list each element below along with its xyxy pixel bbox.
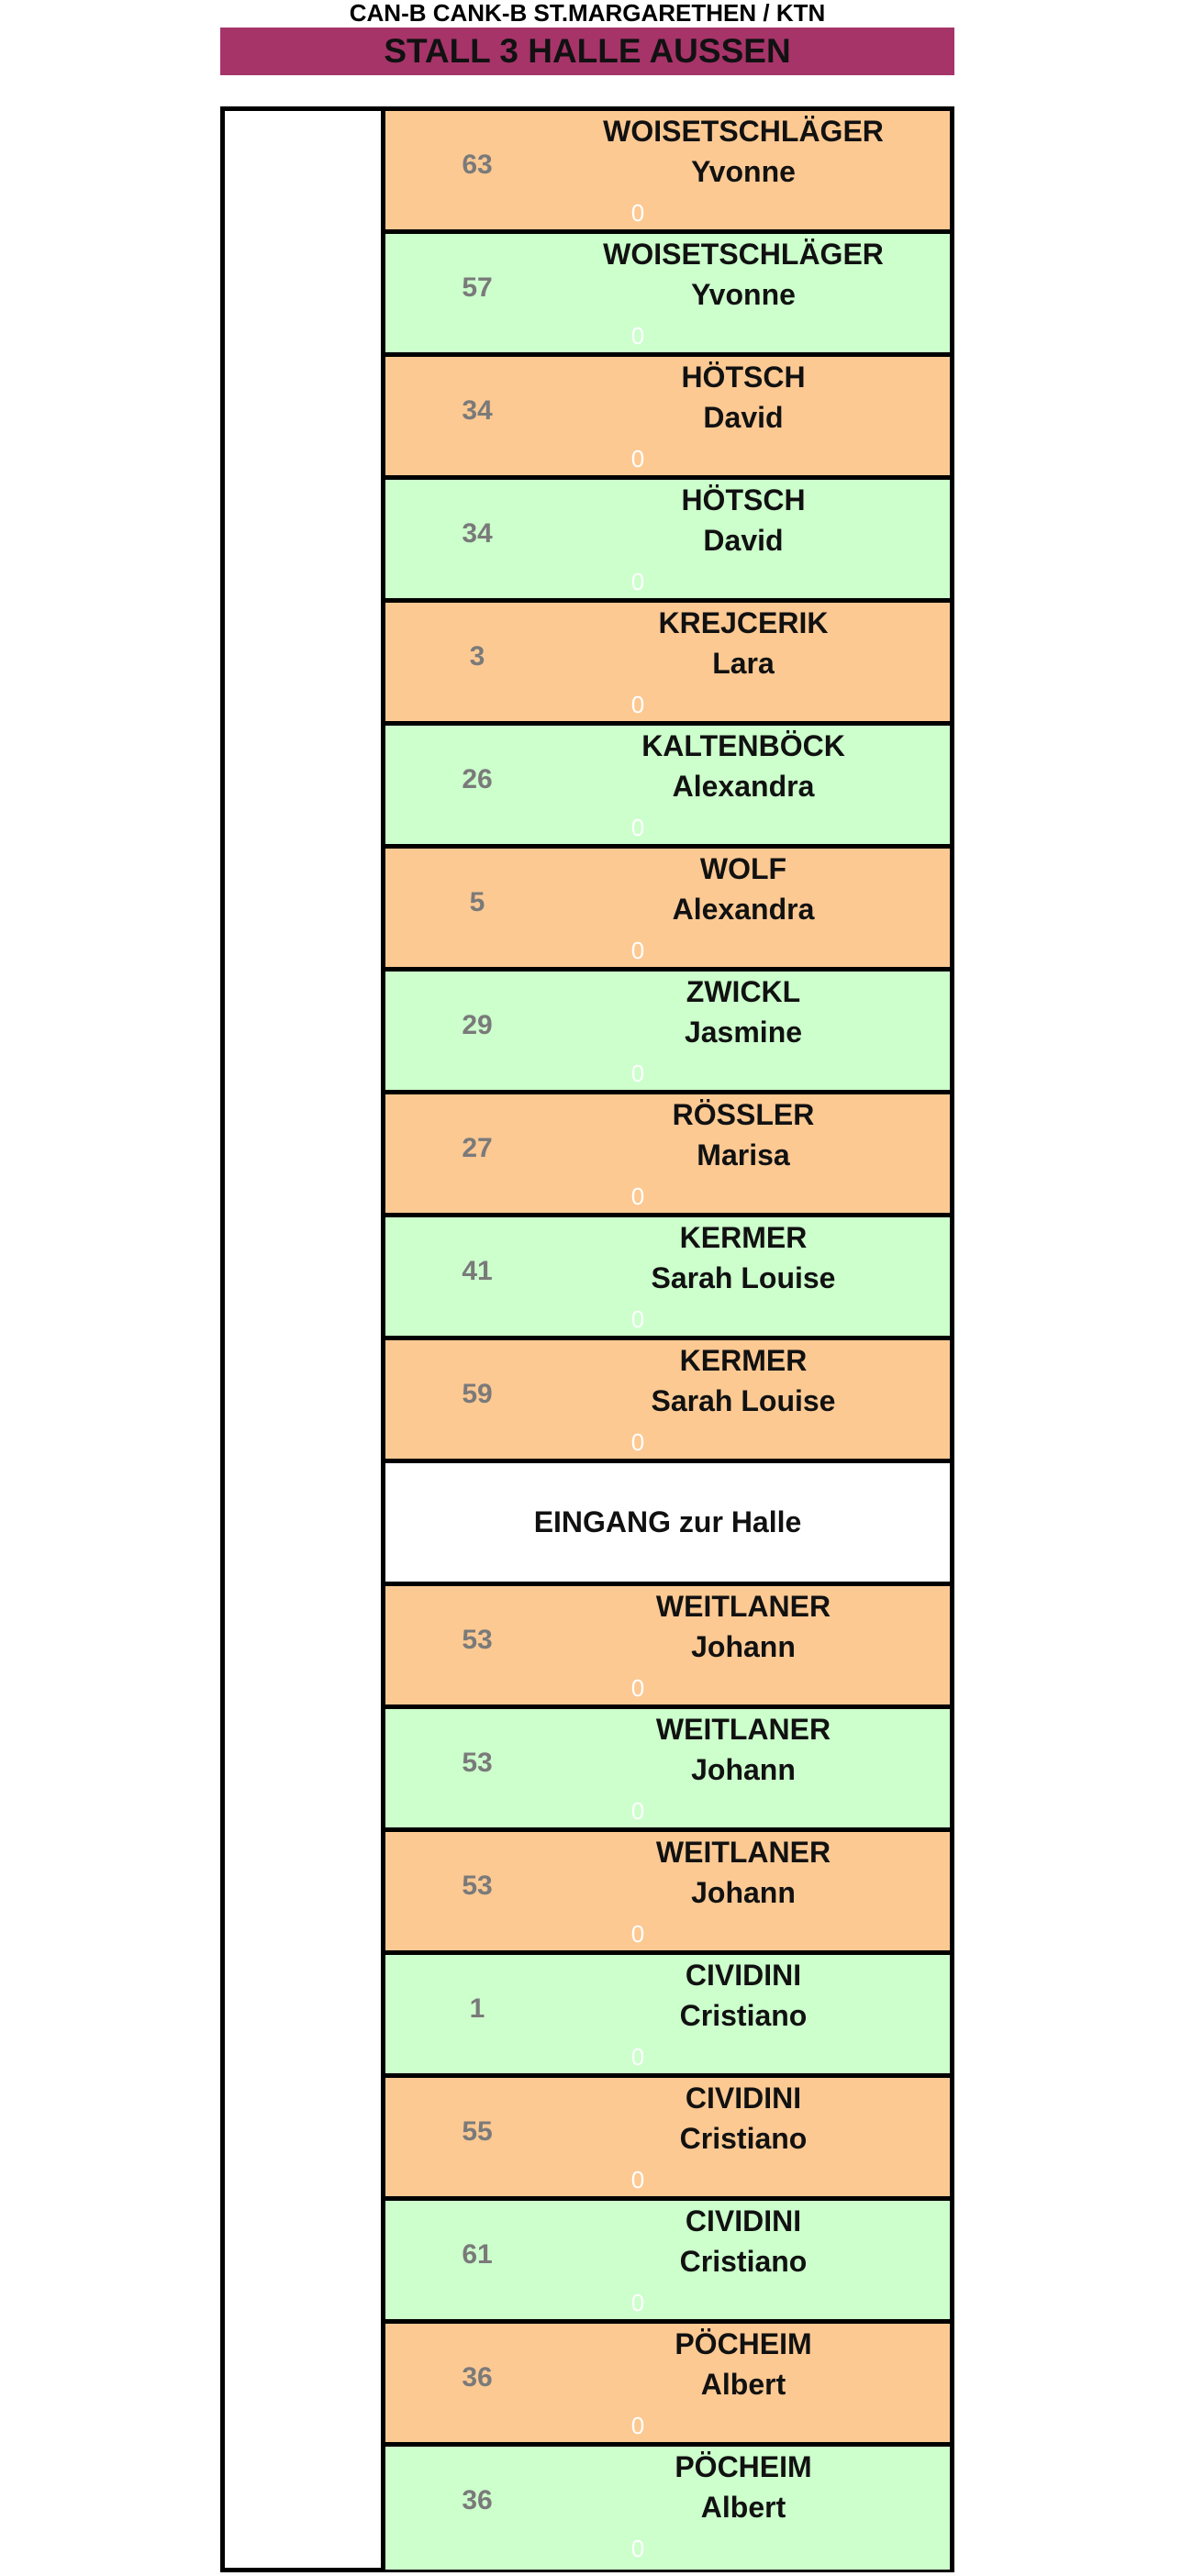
- box-extra-value: 0: [630, 2412, 645, 2439]
- owner-lastname: WEITLANER: [655, 1590, 831, 1623]
- owner-firstname: Cristiano: [679, 2122, 808, 2155]
- box-number: 29: [462, 1010, 493, 1040]
- owner-lastname: KERMER: [679, 1344, 808, 1377]
- owner-lastname: ZWICKL: [686, 975, 801, 1008]
- box-extra-value: 0: [630, 1060, 645, 1087]
- box-number: 57: [462, 272, 493, 303]
- stall-box: [385, 2447, 950, 2570]
- box-number: 36: [462, 2485, 493, 2515]
- owner-firstname: Yvonne: [691, 155, 796, 188]
- stall-box: [385, 1955, 950, 2078]
- box-extra-value: 0: [630, 691, 645, 718]
- box-extra-value: 0: [630, 1674, 645, 1702]
- event-title: CAN-B CANK-B ST.MARGARETHEN / KTN: [349, 0, 826, 27]
- owner-firstname: Jasmine: [684, 1016, 803, 1049]
- box-number: 34: [462, 518, 493, 549]
- stable-banner: STALL 3 HALLE AUSSEN: [220, 28, 954, 75]
- owner-lastname: CIVIDINI: [685, 2204, 802, 2237]
- box-extra-value: 0: [630, 1797, 645, 1825]
- box-number: 5: [469, 887, 485, 917]
- box-extra-value: 0: [630, 199, 645, 227]
- owner-firstname: Marisa: [697, 1138, 790, 1171]
- box-extra-value: 0: [630, 1305, 645, 1333]
- owner-lastname: WOISETSCHLÄGER: [603, 238, 884, 271]
- box-extra-value: 0: [630, 1428, 645, 1456]
- owner-firstname: Albert: [700, 2368, 786, 2401]
- stall-box: [385, 357, 950, 480]
- owner-lastname: WEITLANER: [655, 1713, 831, 1746]
- stall-box: [385, 726, 950, 849]
- box-extra-value: 0: [630, 2043, 645, 2071]
- owner-lastname: HÖTSCH: [681, 483, 806, 516]
- owner-lastname: WOISETSCHLÄGER: [603, 115, 884, 148]
- owner-firstname: Cristiano: [679, 2245, 808, 2278]
- owner-firstname: Johann: [691, 1876, 796, 1909]
- box-number: 53: [462, 1625, 493, 1655]
- stall-box: [385, 603, 950, 726]
- stall-box: [385, 1709, 950, 1832]
- stall-box: [385, 234, 950, 357]
- box-number: 34: [462, 395, 493, 426]
- box-extra-value: 0: [630, 1920, 645, 1948]
- owner-firstname: Yvonne: [691, 278, 796, 311]
- box-extra-value: 0: [630, 1183, 645, 1210]
- box-number: 53: [462, 1871, 493, 1901]
- box-number: 63: [462, 150, 493, 180]
- owner-firstname: Sarah Louise: [651, 1261, 836, 1294]
- owner-lastname: CIVIDINI: [685, 1959, 802, 1992]
- stall-box: [385, 2324, 950, 2447]
- box-extra-value: 0: [630, 937, 645, 964]
- box-extra-value: 0: [630, 2289, 645, 2316]
- aisle-column: [225, 111, 385, 2568]
- box-number: 59: [462, 1379, 493, 1409]
- box-column: [385, 111, 950, 2568]
- owner-lastname: WEITLANER: [655, 1836, 831, 1869]
- box-extra-value: 0: [630, 322, 645, 350]
- stall-box: [385, 1586, 950, 1709]
- owner-firstname: Albert: [700, 2491, 786, 2524]
- box-extra-value: 0: [630, 814, 645, 841]
- owner-firstname: Sarah Louise: [651, 1384, 836, 1417]
- owner-lastname: CIVIDINI: [685, 2082, 802, 2115]
- owner-firstname: Cristiano: [679, 1999, 808, 2032]
- box-extra-value: 0: [630, 2166, 645, 2193]
- owner-lastname: PÖCHEIM: [675, 2450, 812, 2483]
- owner-lastname: PÖCHEIM: [675, 2327, 812, 2360]
- box-number: 36: [462, 2362, 493, 2393]
- owner-lastname: KERMER: [679, 1221, 808, 1254]
- box-number: 55: [462, 2116, 493, 2147]
- owner-firstname: Lara: [712, 647, 775, 680]
- stable-plan: [220, 106, 954, 2572]
- box-number: 41: [462, 1256, 493, 1286]
- box-number: 61: [462, 2239, 493, 2270]
- box-extra-value: 0: [630, 445, 645, 472]
- owner-lastname: KREJCERIK: [658, 606, 829, 639]
- owner-firstname: Johann: [691, 1753, 796, 1786]
- owner-lastname: WOLF: [699, 852, 787, 885]
- owner-firstname: David: [703, 524, 784, 557]
- owner-firstname: Alexandra: [672, 893, 815, 926]
- stall-box: [385, 1340, 950, 1463]
- owner-lastname: RÖSSLER: [672, 1098, 815, 1131]
- owner-firstname: Alexandra: [672, 770, 815, 803]
- owner-lastname: KALTENBÖCK: [641, 729, 845, 762]
- stall-box: [385, 1217, 950, 1340]
- box-number: 27: [462, 1133, 493, 1163]
- box-number: 26: [462, 764, 493, 794]
- owner-firstname: Johann: [691, 1630, 796, 1663]
- entrance-row: [385, 1463, 950, 1586]
- owner-firstname: David: [703, 401, 784, 434]
- owner-lastname: HÖTSCH: [681, 361, 806, 394]
- stall-box: [385, 111, 950, 234]
- stall-box: [385, 1094, 950, 1217]
- box-extra-value: 0: [630, 568, 645, 595]
- stall-box: [385, 2201, 950, 2324]
- stall-box: [385, 2078, 950, 2201]
- box-number: 53: [462, 1748, 493, 1778]
- box-extra-value: 0: [630, 2535, 645, 2562]
- stall-box: [385, 480, 950, 603]
- stall-box: [385, 849, 950, 972]
- box-number: 3: [469, 641, 485, 672]
- entrance-label: EINGANG zur Halle: [533, 1505, 802, 1538]
- stall-box: [385, 1832, 950, 1955]
- box-number: 1: [469, 1993, 485, 2024]
- stall-box: [385, 972, 950, 1094]
